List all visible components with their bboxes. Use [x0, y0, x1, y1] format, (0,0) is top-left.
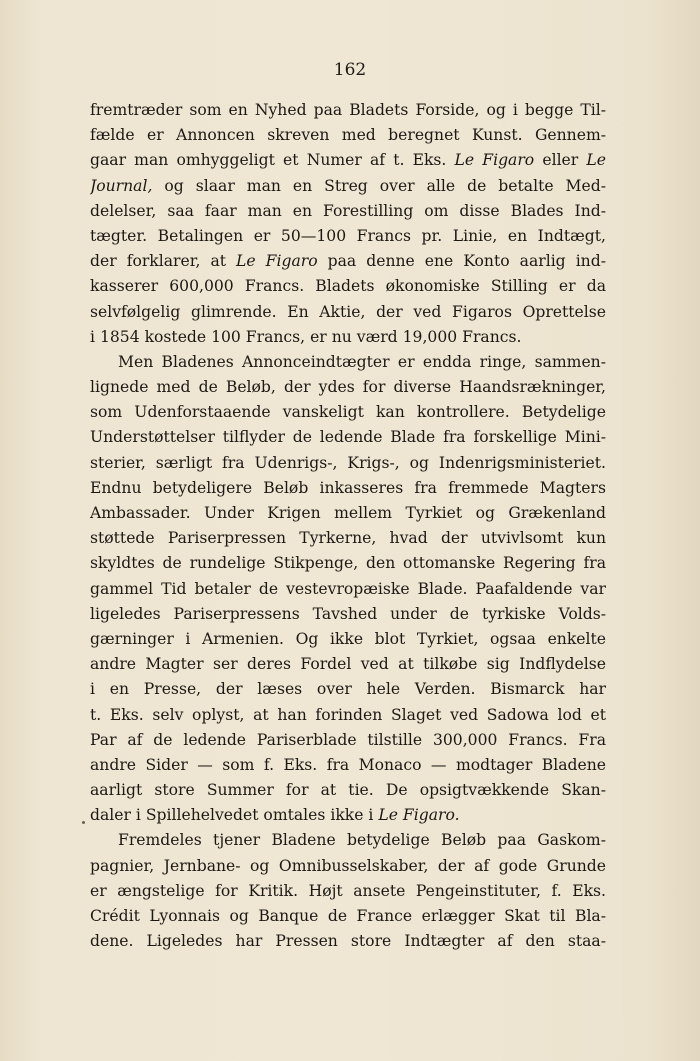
text-run: lignede med de Beløb, der ydes for diverse Haandsrækninger,: [90, 378, 606, 397]
text-line: [90, 375, 606, 400]
text-line: [90, 325, 606, 350]
text-run: der forklarer, at: [90, 252, 237, 271]
text-run: dene. Ligeledes har Pressen store Indtægter af den staa-: [90, 932, 606, 951]
text-run: er ængstelige for Kritik. Højt ansete Pengeinstituter, f. Eks.: [90, 881, 606, 900]
text-line: [90, 627, 606, 652]
text-run: aarligt store Summer for at tie. De opsigtvækkende Skan-: [90, 781, 606, 800]
text-run: i en Presse, der læses over hele Verden. Bismarck har: [90, 680, 606, 699]
text-line: [90, 652, 606, 677]
italic-title: Le Figaro: [454, 151, 535, 170]
text-run: i 1854 kostede 100 Francs, er nu værd 19,000 Francs.: [90, 327, 522, 346]
text-run: skyldtes de rundelige Stikpenge, den ottomanske Regering fra: [90, 554, 606, 573]
text-line: [90, 728, 606, 753]
text-run: Ambassader. Under Krigen mellem Tyrkiet og Grækenland: [90, 504, 606, 522]
text-run: tægter. Betalingen er 50—100 Francs pr. Linie, en Indtægt,: [90, 226, 606, 245]
text-run: andre Magter ser deres Fordel ved at tilkøbe sig Indflydelse: [90, 655, 606, 674]
text-run: og slaar man en Streg over alle de betalte Med-: [152, 176, 606, 195]
text-line: [90, 828, 606, 853]
text-run: fremtræder som en Nyhed paa Bladets Forside, og i begge Til-: [90, 101, 606, 119]
text-line: [90, 929, 606, 954]
text-run: Endnu betydeligere Beløb inkasseres fra fremmede Magters: [90, 478, 606, 497]
text-line: [90, 300, 606, 325]
text-line: [90, 123, 606, 148]
text-line: [90, 904, 606, 929]
text-line: [90, 778, 606, 803]
text-run: gaar man omhyggeligt et Numer af t. Eks.: [90, 151, 455, 170]
text-line: [90, 551, 606, 576]
text-line: [90, 753, 606, 778]
text-run: selvfølgelig glimrende. En Aktie, der ved Figaros Oprettelse: [90, 302, 606, 321]
text-run: Men Bladenes Annonceindtægter er endda ringe, sammen-: [118, 352, 606, 371]
text-line: [90, 274, 606, 299]
text-line: [90, 148, 606, 173]
text-line: [90, 703, 606, 728]
text-run: gammel Tid betaler de vestevropæiske Blade. Paafaldende var: [90, 579, 606, 598]
text-run: eller: [534, 151, 587, 170]
text-run: støttede Pariserpressen Tyrkerne, hvad der utvivlsomt kun: [90, 529, 606, 548]
text-run: andre Sider — som f. Eks. fra Monaco — modtager Bladene: [90, 755, 606, 774]
body-text: [90, 98, 606, 954]
text-line: [90, 174, 606, 199]
text-run: daler i Spillehelvedet omtales ikke i: [90, 806, 379, 825]
italic-title: Le Figaro.: [378, 806, 460, 825]
text-line: [90, 602, 606, 627]
text-line: [90, 677, 606, 702]
margin-mark: [82, 821, 85, 824]
text-line: [90, 350, 606, 375]
text-line: [90, 199, 606, 224]
text-line: [90, 879, 606, 904]
italic-title: Le Figaro: [236, 252, 318, 271]
text-line: [90, 501, 606, 526]
text-run: som Udenforstaaende vanskeligt kan kontrollere. Betydelige: [90, 403, 606, 422]
text-line: [90, 476, 606, 501]
italic-title: Le: [586, 151, 606, 170]
text-line: [90, 526, 606, 551]
text-line: [90, 803, 606, 828]
text-line: [90, 400, 606, 425]
text-line: [90, 854, 606, 879]
text-run: sterier, særligt fra Udenrigs-, Krigs-, og Indenrigsministeriet.: [90, 453, 606, 472]
text-run: ligeledes Pariserpressens Tavshed under de tyrkiske Volds-: [90, 604, 606, 623]
text-line: [90, 98, 606, 123]
text-line: [90, 224, 606, 249]
text-run: t. Eks. selv oplyst, at han forinden Slaget ved Sadowa lod et: [90, 705, 606, 724]
text-line: [90, 425, 606, 450]
italic-title: Journal,: [90, 176, 153, 195]
text-run: Par af de ledende Pariserblade tilstille 300,000 Francs. Fra: [90, 730, 606, 749]
text-run: delelser, saa faar man en Forestilling om disse Blades Ind-: [90, 201, 606, 220]
text-run: Understøttelser tilflyder de ledende Blade fra forskellige Mini-: [90, 428, 606, 447]
text-line: [90, 577, 606, 602]
text-line: [90, 249, 606, 274]
text-run: fælde er Annoncen skreven med beregnet Kunst. Gennem-: [90, 126, 606, 145]
text-run: pagnier, Jernbane- og Omnibusselskaber, der af gode Grunde: [90, 856, 606, 875]
text-line: [90, 451, 606, 476]
text-run: kasserer 600,000 Francs. Bladets økonomiske Stilling er da: [90, 277, 606, 296]
text-run: gærninger i Armenien. Og ikke blot Tyrkiet, ogsaa enkelte: [90, 629, 606, 648]
page-number: 162: [333, 60, 367, 80]
text-run: Fremdeles tjener Bladene betydelige Beløb paa Gaskom-: [118, 831, 606, 850]
text-run: Crédit Lyonnais og Banque de France erlægger Skat til Bla-: [90, 907, 606, 925]
text-run: paa denne ene Konto aarlig ind-: [317, 252, 606, 271]
